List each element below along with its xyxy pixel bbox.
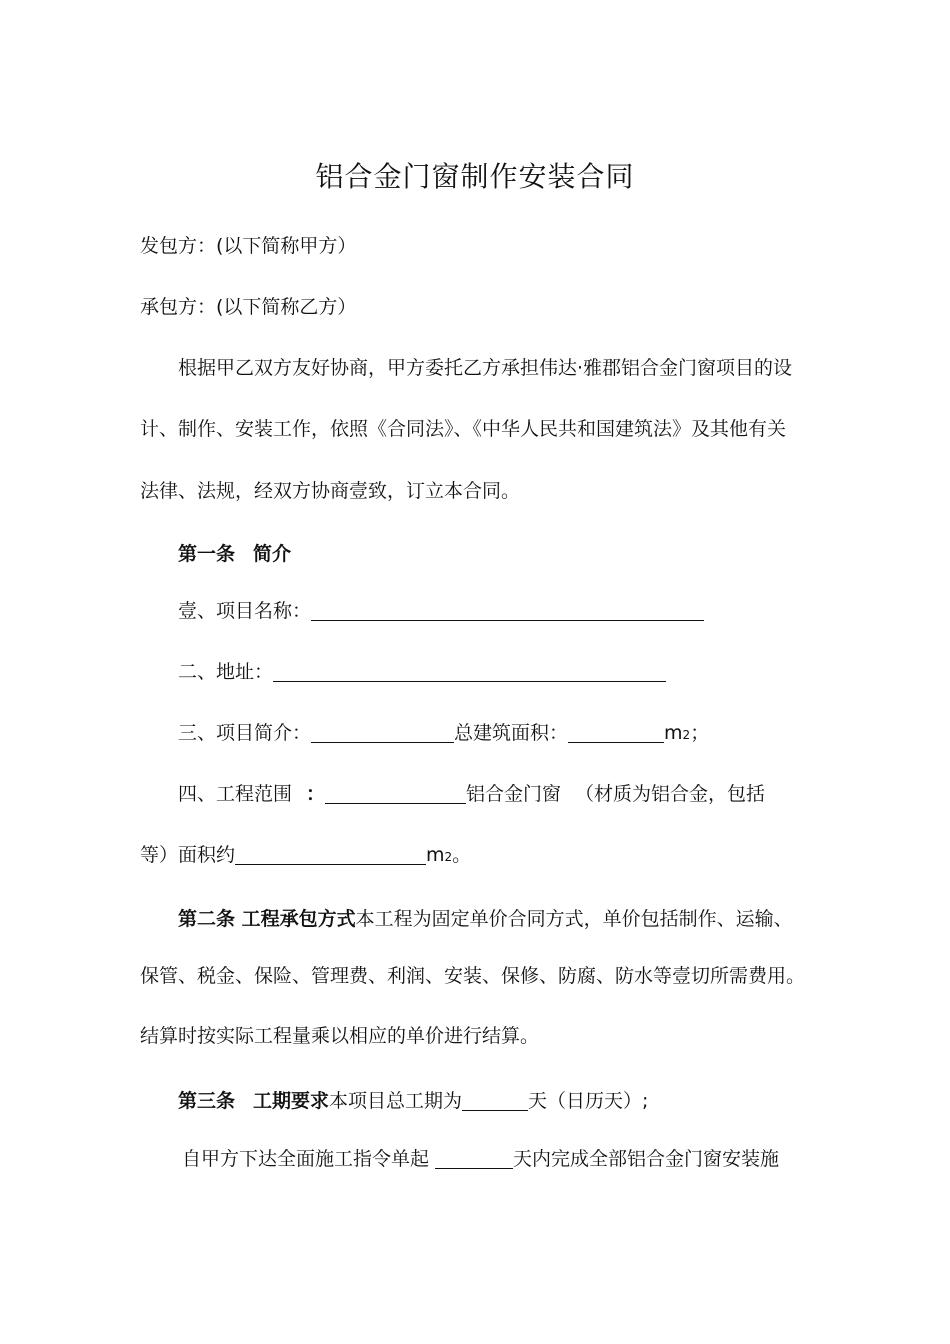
scope-paren: （材质为铝合金，包括 [575, 783, 766, 805]
area-unit-exponent: 2 [682, 728, 691, 742]
article-1-heading [178, 541, 291, 567]
article-2-line-2: 保管、税金、保险、管理费、利润、安装、保修、防腐、防水等壹切所需费用。 [140, 965, 806, 987]
scope-area-blank[interactable] [235, 844, 426, 865]
article-3-text: 本项目总工期为 [329, 1090, 463, 1112]
project-name-line [178, 598, 704, 624]
scope-area-line [140, 842, 471, 870]
article-2-text: 本工程为固定单价合同方式，单价包括制作、运输、 [355, 908, 793, 930]
construction-start-text: 自甲方下达全面施工指令单起 [182, 1148, 430, 1170]
article-3-line-1 [178, 1088, 648, 1114]
article-2-heading: 第二条 工程承包方式 [178, 908, 356, 930]
scope-text: 铝合金门窗 [466, 783, 562, 805]
article-1-title: 简介 [253, 543, 292, 565]
area-unit: m [664, 722, 683, 744]
article-3-title: 工期要求 [253, 1090, 330, 1112]
construction-end-text: 天内完成全部铝合金门窗安装施 [513, 1148, 780, 1170]
area-unit-end: ； [690, 722, 710, 744]
scope-area-end: 。 [452, 844, 472, 866]
intro-line-1: 根据甲乙双方友好协商，甲方委托乙方承担伟达·雅郡铝合金门窗项目的设 [178, 357, 793, 379]
project-summary-label: 三、项目简介： [178, 722, 312, 744]
total-days-blank[interactable] [462, 1090, 528, 1111]
address-line [178, 659, 666, 685]
address-label: 二、地址： [178, 661, 274, 683]
total-area-label: 总建筑面积： [454, 722, 569, 744]
address-blank[interactable] [273, 661, 666, 682]
article-3-line-2 [182, 1146, 779, 1172]
total-area-blank[interactable] [568, 722, 664, 743]
article-2-line-1 [178, 906, 793, 932]
completion-days-blank[interactable] [435, 1148, 513, 1169]
scope-colon: ： [306, 783, 326, 805]
scope-area-label: 等）面积约 [140, 844, 236, 866]
scope-area-unit-exponent: 2 [444, 850, 453, 864]
project-name-blank[interactable] [311, 600, 704, 621]
party-a-line: 发包方：(以下简称甲方） [140, 235, 357, 257]
article-1-number: 第一条 [178, 543, 236, 565]
article-3-number: 第三条 [178, 1090, 236, 1112]
scope-area-unit: m [426, 844, 445, 866]
project-summary-line [178, 720, 709, 748]
scope-label: 四、工程范围 [178, 783, 293, 805]
article-3-end: 天（日历天）; [528, 1090, 649, 1112]
contract-title: 铝合金门窗制作安装合同 [315, 160, 635, 193]
intro-line-3: 法律、法规，经双方协商壹致，订立本合同。 [140, 480, 521, 502]
party-b-line: 承包方：(以下简称乙方） [140, 296, 357, 318]
article-2-line-3: 结算时按实际工程量乘以相应的单价进行结算。 [140, 1025, 540, 1047]
project-summary-blank[interactable] [311, 722, 454, 743]
scope-line [178, 781, 765, 807]
scope-blank[interactable] [325, 783, 466, 804]
project-name-label: 壹、项目名称： [178, 600, 312, 622]
intro-line-2: 计、制作、安装工作，依照《合同法》、《中华人民共和国建筑法》及其他有关 [140, 418, 787, 440]
